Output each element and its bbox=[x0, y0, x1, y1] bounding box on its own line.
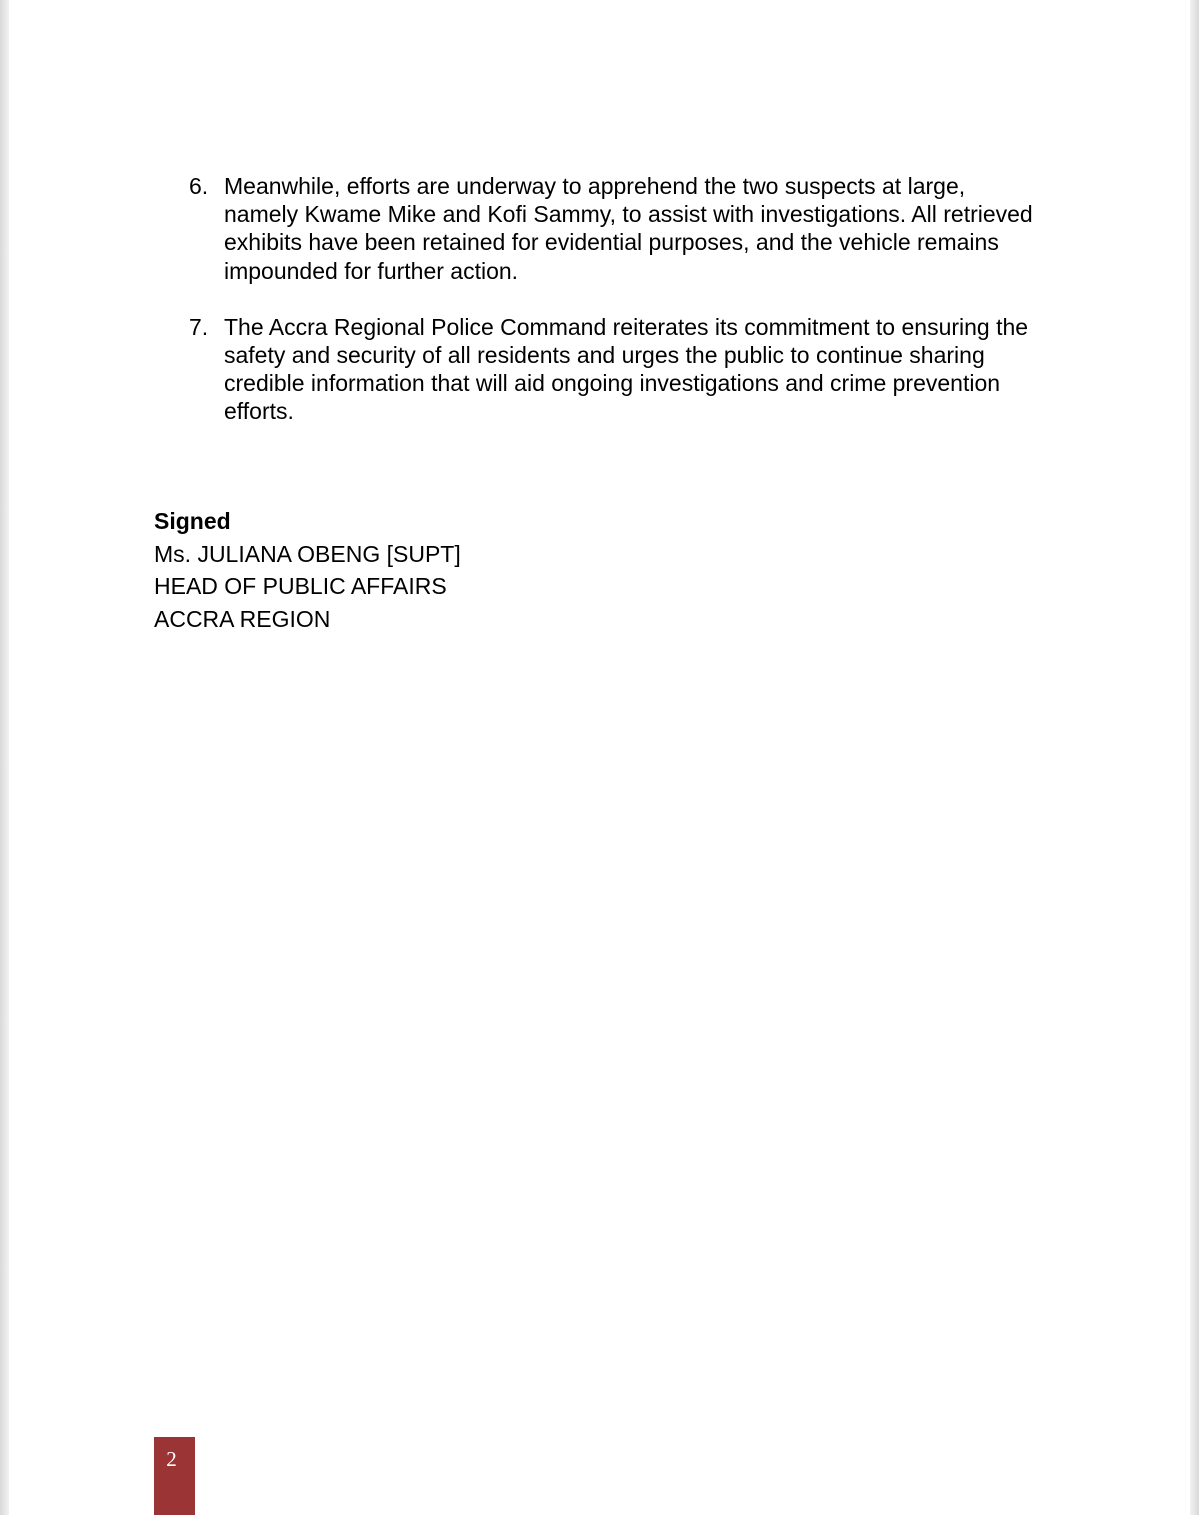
list-item-number: 6. bbox=[189, 173, 209, 199]
signatory-name: Ms. JULIANA OBENG [SUPT] bbox=[154, 540, 461, 567]
page-number-tab bbox=[154, 1437, 195, 1515]
page-shadow-right bbox=[1190, 0, 1199, 1515]
list-item-number: 7. bbox=[189, 313, 209, 340]
numbered-list bbox=[189, 172, 1039, 454]
signatory-region: ACCRA REGION bbox=[154, 605, 331, 632]
signed-label: Signed bbox=[154, 508, 231, 534]
list-item bbox=[189, 313, 1039, 426]
document-page bbox=[9, 0, 1190, 1515]
list-item bbox=[189, 172, 1039, 285]
page-shadow-left bbox=[0, 0, 9, 1515]
signatory-title: HEAD OF PUBLIC AFFAIRS bbox=[154, 573, 447, 599]
list-item-text: The Accra Regional Police Command reiterates its commitment to ensuring the safety and security of all residents and urges the public to continue sharing credible information that will aid ongoing investigations and crime prevention efforts. bbox=[224, 313, 1029, 425]
signature-block bbox=[154, 505, 461, 635]
list-item-text: Meanwhile, efforts are underway to apprehend the two suspects at large, namely Kwame Mike and Kofi Sammy, to assist with investigations. All retrieved exhibits have been retained for evidential purposes, and the vehicle remains impounded for further action. bbox=[224, 173, 1033, 284]
page-number: 2 bbox=[166, 1447, 177, 1471]
